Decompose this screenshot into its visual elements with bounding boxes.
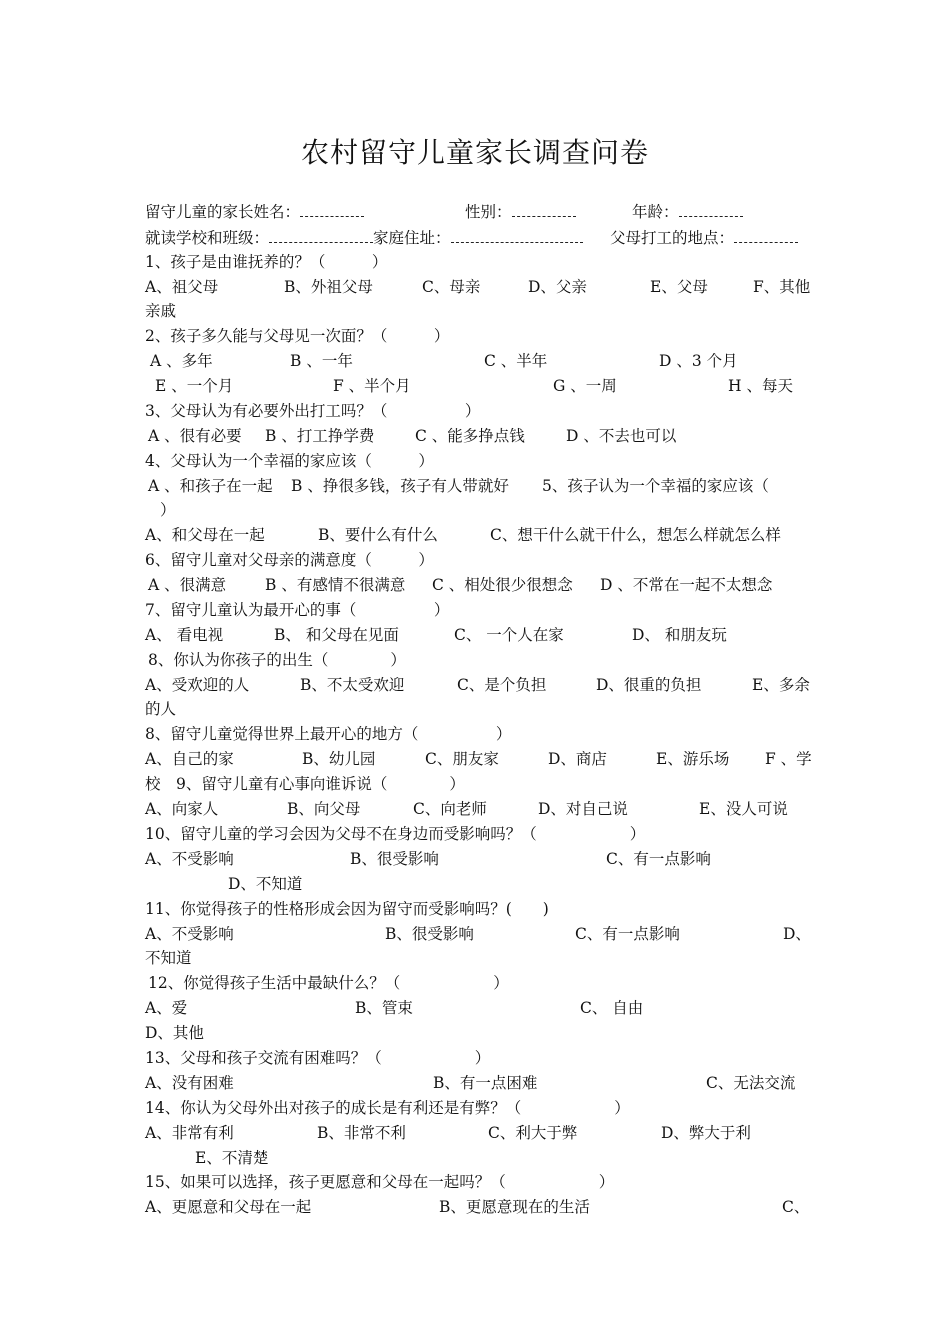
option[interactable]: B、有一点困难 <box>433 1074 538 1092</box>
question-4: 4、父母认为一个幸福的家应该（ ） <box>145 452 434 470</box>
option[interactable]: G 、一周 <box>553 377 617 395</box>
option[interactable]: B、更愿意现在的生活 <box>439 1198 590 1216</box>
option-wrap: ） <box>160 501 176 519</box>
option[interactable]: D、 和朋友玩 <box>632 626 727 644</box>
school-label: 就读学校和班级： <box>145 229 270 247</box>
option[interactable]: B、 和父母在见面 <box>274 626 399 644</box>
option-wrap: 不知道 <box>145 949 192 967</box>
option[interactable]: D、对自己说 <box>538 800 628 818</box>
option[interactable]: D、父亲 <box>528 278 587 296</box>
option[interactable]: A、祖父母 <box>145 278 219 296</box>
option-wrap: 的人 <box>145 700 177 718</box>
option[interactable]: B、管束 <box>355 999 413 1017</box>
option[interactable]: A、更愿意和父母在一起 <box>145 1198 312 1216</box>
question-8b: 8、留守儿童觉得世界上最开心的地方（ ） <box>145 725 512 743</box>
address-label: 家庭住址： <box>373 229 451 247</box>
option[interactable]: A、受欢迎的人 <box>145 676 250 694</box>
option[interactable]: E、没人可说 <box>699 800 788 818</box>
option[interactable]: E、游乐场 <box>656 750 730 768</box>
option[interactable]: C、利大于弊 <box>488 1124 578 1142</box>
option[interactable]: E、多余 <box>752 676 810 694</box>
school-blank[interactable] <box>269 228 373 243</box>
option[interactable]: C、有一点影响 <box>606 850 711 868</box>
option[interactable]: A 、很满意 <box>148 576 227 594</box>
question-7: 7、留守儿童认为最开心的事（ ） <box>145 601 450 619</box>
question-1: 1、孩子是由谁抚养的？（ ） <box>145 253 388 271</box>
option[interactable]: D、弊大于利 <box>661 1124 751 1142</box>
question-11: 11、你觉得孩子的性格形成会因为留守而受影响吗？( ) <box>145 900 549 918</box>
page-title: 农村留守儿童家长调查问卷 <box>300 136 649 169</box>
option[interactable]: D、其他 <box>145 1024 204 1042</box>
option[interactable]: C 、能多挣点钱 <box>415 427 525 445</box>
option[interactable]: C 、相处很少很想念 <box>432 576 573 594</box>
option[interactable]: F、其他 <box>753 278 811 296</box>
option[interactable]: C、母亲 <box>422 278 481 296</box>
option[interactable]: A 、和孩子在一起 <box>148 477 273 495</box>
option[interactable]: D、很重的负担 <box>596 676 702 694</box>
age-label: 年龄： <box>632 203 679 221</box>
option[interactable]: A、 看电视 <box>145 626 224 644</box>
address-blank[interactable] <box>451 228 583 243</box>
option[interactable]: B 、一年 <box>290 352 353 370</box>
work-place-field <box>610 228 798 248</box>
option[interactable]: A、不受影响 <box>145 925 234 943</box>
option[interactable]: D 、不去也可以 <box>566 427 677 445</box>
option[interactable]: B、要什么有什么 <box>318 526 438 544</box>
option[interactable]: B 、有感情不很满意 <box>265 576 406 594</box>
age-blank[interactable] <box>679 202 743 217</box>
option[interactable]: A、向家人 <box>145 800 219 818</box>
option[interactable]: D、商店 <box>548 750 607 768</box>
option[interactable]: A、和父母在一起 <box>145 526 265 544</box>
gender-label: 性别： <box>465 203 512 221</box>
school-field <box>145 228 583 248</box>
option[interactable]: E 、一个月 <box>155 377 234 395</box>
option[interactable]: B、很受影响 <box>385 925 474 943</box>
option[interactable]: C、想干什么就干什么，想怎么样就怎么样 <box>490 526 781 544</box>
option-wrap: 亲戚 <box>145 302 177 320</box>
option[interactable]: E、父母 <box>650 278 708 296</box>
option[interactable]: A 、很有必要 <box>148 427 242 445</box>
option[interactable]: B、幼儿园 <box>302 750 376 768</box>
option[interactable]: D 、不常在一起不太想念 <box>600 576 773 594</box>
age-field <box>632 202 743 222</box>
question-14: 14、你认为父母外出对孩子的成长是有利还是有弊？（ ） <box>145 1099 630 1117</box>
option[interactable]: B 、打工挣学费 <box>265 427 375 445</box>
option[interactable]: D、不知道 <box>228 875 303 893</box>
option[interactable]: C、朋友家 <box>425 750 499 768</box>
option[interactable]: C、有一点影响 <box>575 925 680 943</box>
option[interactable]: C、向老师 <box>413 800 487 818</box>
question-5: 5、孩子认为一个幸福的家应该（ <box>542 477 769 495</box>
option[interactable]: C、是个负担 <box>457 676 547 694</box>
question-12: 12、你觉得孩子生活中最缺什么？（ ） <box>148 974 509 992</box>
question-6: 6、留守儿童对父母亲的满意度（ ） <box>145 551 434 569</box>
gender-blank[interactable] <box>512 202 576 217</box>
parent-name-blank[interactable] <box>300 202 364 217</box>
option[interactable]: F 、半个月 <box>333 377 411 395</box>
work-place-blank[interactable] <box>734 228 798 243</box>
option[interactable]: E、不清楚 <box>195 1149 269 1167</box>
option[interactable]: F 、学 <box>765 750 812 768</box>
question-10: 10、留守儿童的学习会因为父母不在身边而受影响吗？（ ） <box>145 825 646 843</box>
gender-field <box>465 202 576 222</box>
option[interactable]: A 、多年 <box>150 352 213 370</box>
option[interactable]: C、 自由 <box>580 999 644 1017</box>
option[interactable]: A、没有困难 <box>145 1074 234 1092</box>
option[interactable]: C 、半年 <box>484 352 548 370</box>
option[interactable]: A、非常有利 <box>145 1124 234 1142</box>
option[interactable]: B 、挣很多钱，孩子有人带就好 <box>291 477 509 495</box>
question-15: 15、如果可以选择，孩子更愿意和父母在一起吗？（ ） <box>145 1173 615 1191</box>
option[interactable]: D 、3 个月 <box>659 352 738 370</box>
option[interactable]: B、外祖父母 <box>284 278 373 296</box>
option[interactable]: A、不受影响 <box>145 850 234 868</box>
question-13: 13、父母和孩子交流有困难吗？（ ） <box>145 1049 491 1067</box>
option[interactable]: A、爱 <box>145 999 188 1017</box>
option[interactable]: C、 <box>782 1198 810 1216</box>
work-place-label: 父母打工的地点： <box>610 229 735 247</box>
option[interactable]: H 、每天 <box>728 377 793 395</box>
option[interactable]: B、很受影响 <box>350 850 439 868</box>
question-3: 3、父母认为有必要外出打工吗？（ ） <box>145 402 481 420</box>
option[interactable]: B、向父母 <box>287 800 361 818</box>
option[interactable]: D、 <box>783 925 811 943</box>
question-8a: 8、你认为你孩子的出生（ ） <box>148 651 406 669</box>
option[interactable]: C、 一个人在家 <box>454 626 564 644</box>
parent-name-field <box>145 202 364 222</box>
parent-name-label: 留守儿童的家长姓名： <box>145 203 301 221</box>
option[interactable]: B、非常不利 <box>317 1124 406 1142</box>
option[interactable]: A、自己的家 <box>145 750 234 768</box>
question-9: 校 9、留守儿童有心事向谁诉说（ ） <box>145 775 465 793</box>
question-2: 2、孩子多久能与父母见一次面？（ ） <box>145 327 450 345</box>
option[interactable]: B、不太受欢迎 <box>300 676 405 694</box>
option[interactable]: C、无法交流 <box>706 1074 796 1092</box>
